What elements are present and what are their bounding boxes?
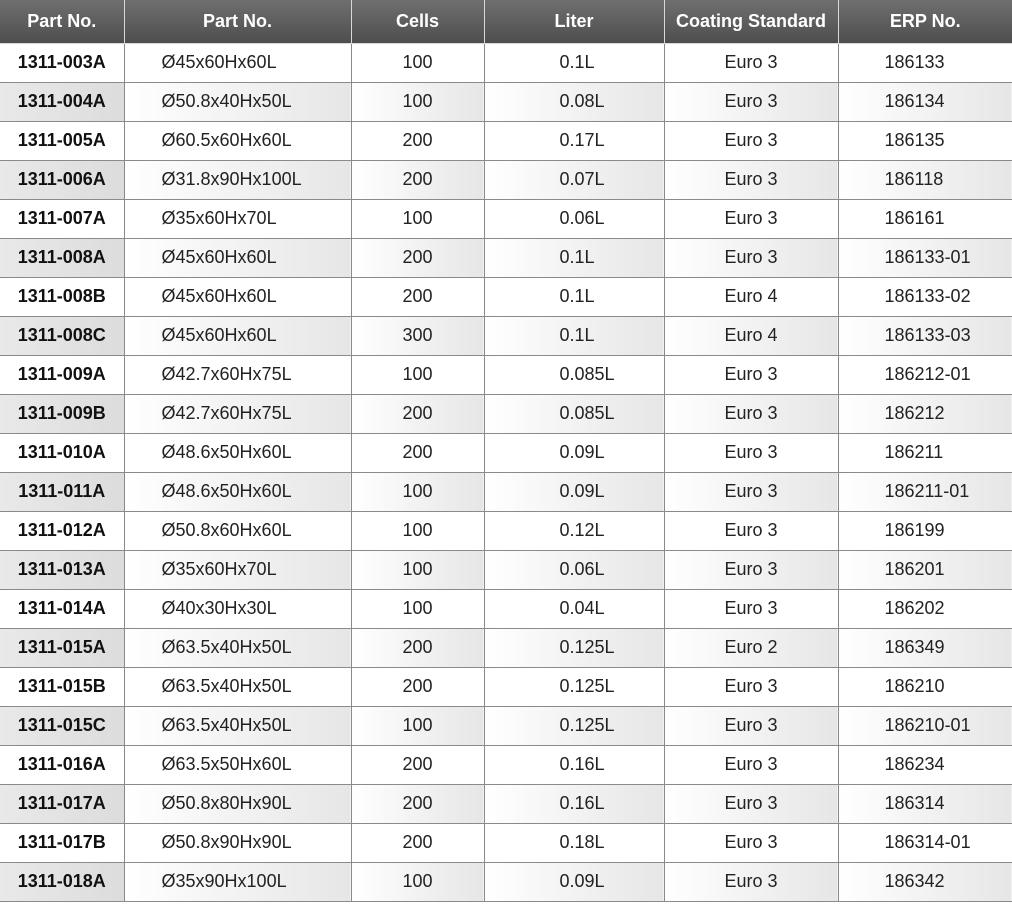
cell-erp-no: 186342 (838, 862, 1012, 901)
cell-liter: 0.16L (484, 745, 664, 784)
cell-cells: 200 (351, 784, 484, 823)
table-row (0, 784, 1012, 823)
cell-coating-standard: Euro 3 (664, 355, 838, 394)
cell-part-no: 1311-014A (0, 589, 124, 628)
cell-cells: 200 (351, 160, 484, 199)
cell-coating-standard: Euro 3 (664, 199, 838, 238)
cell-cells: 200 (351, 121, 484, 160)
cell-liter: 0.04L (484, 589, 664, 628)
table-row (0, 706, 1012, 745)
table-row (0, 316, 1012, 355)
table-row (0, 511, 1012, 550)
cell-cells: 200 (351, 433, 484, 472)
cell-part-no: 1311-003A (0, 43, 124, 82)
cell-dimensions: Ø35x60Hx70L (124, 199, 351, 238)
table-header-row (0, 0, 1012, 43)
cell-liter: 0.1L (484, 316, 664, 355)
cell-cells: 100 (351, 355, 484, 394)
cell-erp-no: 186202 (838, 589, 1012, 628)
cell-liter: 0.085L (484, 394, 664, 433)
cell-cells: 100 (351, 862, 484, 901)
cell-part-no: 1311-015A (0, 628, 124, 667)
cell-erp-no: 186133 (838, 43, 1012, 82)
table-row (0, 199, 1012, 238)
cell-coating-standard: Euro 3 (664, 394, 838, 433)
cell-part-no: 1311-005A (0, 121, 124, 160)
table-row (0, 43, 1012, 82)
cell-dimensions: Ø50.8x40Hx50L (124, 82, 351, 121)
cell-erp-no: 186314 (838, 784, 1012, 823)
cell-coating-standard: Euro 4 (664, 316, 838, 355)
cell-liter: 0.08L (484, 82, 664, 121)
table-row (0, 862, 1012, 901)
cell-part-no: 1311-015B (0, 667, 124, 706)
cell-part-no: 1311-016A (0, 745, 124, 784)
cell-liter: 0.17L (484, 121, 664, 160)
cell-coating-standard: Euro 3 (664, 823, 838, 862)
cell-dimensions: Ø35x60Hx70L (124, 550, 351, 589)
cell-dimensions: Ø63.5x40Hx50L (124, 667, 351, 706)
cell-coating-standard: Euro 3 (664, 667, 838, 706)
cell-erp-no: 186135 (838, 121, 1012, 160)
cell-part-no: 1311-013A (0, 550, 124, 589)
cell-erp-no: 186161 (838, 199, 1012, 238)
cell-dimensions: Ø48.6x50Hx60L (124, 433, 351, 472)
cell-cells: 100 (351, 589, 484, 628)
cell-dimensions: Ø48.6x50Hx60L (124, 472, 351, 511)
cell-cells: 100 (351, 199, 484, 238)
cell-coating-standard: Euro 3 (664, 784, 838, 823)
cell-coating-standard: Euro 3 (664, 472, 838, 511)
table-row (0, 160, 1012, 199)
header-cells: Cells (351, 0, 484, 43)
cell-liter: 0.18L (484, 823, 664, 862)
header-coating-standard: Coating Standard (664, 0, 838, 43)
cell-coating-standard: Euro 3 (664, 745, 838, 784)
cell-coating-standard: Euro 3 (664, 82, 838, 121)
cell-cells: 200 (351, 823, 484, 862)
cell-erp-no: 186201 (838, 550, 1012, 589)
cell-coating-standard: Euro 3 (664, 706, 838, 745)
cell-cells: 100 (351, 43, 484, 82)
cell-dimensions: Ø63.5x40Hx50L (124, 628, 351, 667)
table-row (0, 745, 1012, 784)
cell-cells: 200 (351, 745, 484, 784)
table-row (0, 628, 1012, 667)
cell-part-no: 1311-007A (0, 199, 124, 238)
cell-liter: 0.06L (484, 550, 664, 589)
cell-dimensions: Ø42.7x60Hx75L (124, 394, 351, 433)
table-row (0, 667, 1012, 706)
cell-part-no: 1311-009B (0, 394, 124, 433)
cell-cells: 100 (351, 706, 484, 745)
cell-liter: 0.16L (484, 784, 664, 823)
header-part-no-dimensions: Part No. (124, 0, 351, 43)
table-row (0, 121, 1012, 160)
cell-erp-no: 186133-03 (838, 316, 1012, 355)
cell-coating-standard: Euro 3 (664, 238, 838, 277)
cell-cells: 200 (351, 277, 484, 316)
cell-liter: 0.125L (484, 706, 664, 745)
cell-coating-standard: Euro 3 (664, 121, 838, 160)
table-row (0, 277, 1012, 316)
cell-cells: 200 (351, 628, 484, 667)
cell-coating-standard: Euro 3 (664, 862, 838, 901)
cell-erp-no: 186314-01 (838, 823, 1012, 862)
cell-erp-no: 186118 (838, 160, 1012, 199)
cell-liter: 0.09L (484, 433, 664, 472)
cell-erp-no: 186133-02 (838, 277, 1012, 316)
cell-dimensions: Ø50.8x60Hx60L (124, 511, 351, 550)
cell-part-no: 1311-010A (0, 433, 124, 472)
cell-dimensions: Ø42.7x60Hx75L (124, 355, 351, 394)
cell-cells: 100 (351, 472, 484, 511)
cell-erp-no: 186211-01 (838, 472, 1012, 511)
cell-part-no: 1311-006A (0, 160, 124, 199)
cell-erp-no: 186210-01 (838, 706, 1012, 745)
cell-coating-standard: Euro 2 (664, 628, 838, 667)
table-row (0, 823, 1012, 862)
cell-erp-no: 186211 (838, 433, 1012, 472)
header-erp-no: ERP No. (838, 0, 1012, 43)
cell-liter: 0.09L (484, 472, 664, 511)
cell-cells: 200 (351, 394, 484, 433)
cell-liter: 0.1L (484, 238, 664, 277)
cell-erp-no: 186134 (838, 82, 1012, 121)
cell-erp-no: 186199 (838, 511, 1012, 550)
cell-erp-no: 186212 (838, 394, 1012, 433)
cell-cells: 200 (351, 238, 484, 277)
cell-dimensions: Ø40x30Hx30L (124, 589, 351, 628)
table-row (0, 238, 1012, 277)
cell-dimensions: Ø45x60Hx60L (124, 316, 351, 355)
table-row (0, 355, 1012, 394)
cell-dimensions: Ø45x60Hx60L (124, 277, 351, 316)
cell-coating-standard: Euro 3 (664, 550, 838, 589)
cell-part-no: 1311-011A (0, 472, 124, 511)
cell-dimensions: Ø60.5x60Hx60L (124, 121, 351, 160)
cell-coating-standard: Euro 3 (664, 511, 838, 550)
cell-part-no: 1311-009A (0, 355, 124, 394)
cell-part-no: 1311-012A (0, 511, 124, 550)
cell-part-no: 1311-017A (0, 784, 124, 823)
cell-dimensions: Ø63.5x40Hx50L (124, 706, 351, 745)
cell-cells: 100 (351, 550, 484, 589)
cell-part-no: 1311-008C (0, 316, 124, 355)
table-row (0, 550, 1012, 589)
cell-part-no: 1311-008A (0, 238, 124, 277)
cell-cells: 300 (351, 316, 484, 355)
cell-liter: 0.125L (484, 628, 664, 667)
cell-liter: 0.085L (484, 355, 664, 394)
cell-dimensions: Ø35x90Hx100L (124, 862, 351, 901)
cell-part-no: 1311-004A (0, 82, 124, 121)
cell-erp-no: 186212-01 (838, 355, 1012, 394)
cell-liter: 0.09L (484, 862, 664, 901)
table-row (0, 82, 1012, 121)
table-row (0, 589, 1012, 628)
cell-dimensions: Ø50.8x80Hx90L (124, 784, 351, 823)
header-part-no: Part No. (0, 0, 124, 43)
table-body (0, 43, 1012, 901)
cell-part-no: 1311-008B (0, 277, 124, 316)
cell-erp-no: 186133-01 (838, 238, 1012, 277)
cell-liter: 0.1L (484, 43, 664, 82)
table-row (0, 394, 1012, 433)
cell-part-no: 1311-018A (0, 862, 124, 901)
cell-coating-standard: Euro 3 (664, 589, 838, 628)
cell-dimensions: Ø31.8x90Hx100L (124, 160, 351, 199)
cell-coating-standard: Euro 4 (664, 277, 838, 316)
cell-dimensions: Ø45x60Hx60L (124, 43, 351, 82)
cell-part-no: 1311-015C (0, 706, 124, 745)
cell-coating-standard: Euro 3 (664, 160, 838, 199)
cell-liter: 0.12L (484, 511, 664, 550)
cell-liter: 0.06L (484, 199, 664, 238)
cell-liter: 0.125L (484, 667, 664, 706)
table-row (0, 472, 1012, 511)
cell-dimensions: Ø45x60Hx60L (124, 238, 351, 277)
cell-liter: 0.1L (484, 277, 664, 316)
header-liter: Liter (484, 0, 664, 43)
table-row (0, 433, 1012, 472)
cell-cells: 200 (351, 667, 484, 706)
cell-dimensions: Ø50.8x90Hx90L (124, 823, 351, 862)
cell-erp-no: 186234 (838, 745, 1012, 784)
cell-coating-standard: Euro 3 (664, 43, 838, 82)
cell-coating-standard: Euro 3 (664, 433, 838, 472)
cell-part-no: 1311-017B (0, 823, 124, 862)
cell-dimensions: Ø63.5x50Hx60L (124, 745, 351, 784)
cell-liter: 0.07L (484, 160, 664, 199)
cell-cells: 100 (351, 511, 484, 550)
cell-cells: 100 (351, 82, 484, 121)
cell-erp-no: 186349 (838, 628, 1012, 667)
cell-erp-no: 186210 (838, 667, 1012, 706)
